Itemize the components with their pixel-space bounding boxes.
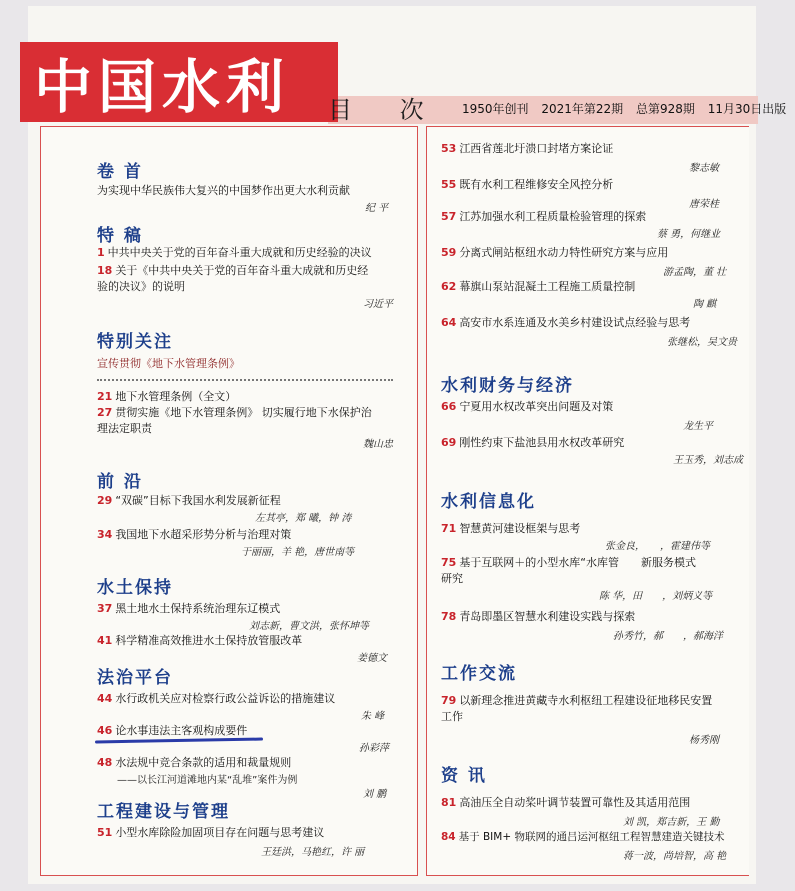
article-title: 78 青岛即墨区智慧水利建设实践与探索 [441,610,636,623]
article-authors: 杨秀刚 [689,735,719,746]
section-title: 资 讯 [441,766,487,786]
section-title: 水利财务与经济 [441,376,574,396]
article-authors: 朱 峰 [361,711,385,722]
title-box [20,42,338,122]
article-title: 48 水法规中竞合条款的适用和裁量规则 [97,756,292,769]
section-title: 特 稿 [97,226,143,246]
masthead [28,36,787,124]
article-title: 75 基于互联网＋的小型水库“水库管 新服务模式 [441,556,697,569]
article-title: 51 小型水库除险加固项目存在问题与思考建议 [97,826,325,839]
article-title: 57 江苏加强水利工程质量检验管理的探索 [441,210,647,223]
section-title: 前 沿 [97,472,143,492]
founded-year: 1950年创刊 [462,102,529,116]
article-title: 71 智慧黄河建设框架与思考 [441,522,581,535]
article-authors: 于丽丽，羊 艳，唐世南等 [241,547,355,558]
article-title: 66 宁夏用水权改革突出问题及对策 [441,400,614,413]
article-title: 41 科学精准高效推进水土保持放管服改革 [97,634,303,647]
article-title: 62 幕旗山泵站混凝土工程施工质量控制 [441,280,636,293]
article-title-cont: 理法定职责 [97,422,152,435]
section-title: 工程建设与管理 [97,802,230,822]
total-issue: 总第928期 [636,102,695,116]
article-title: 34 我国地下水超采形势分析与治理对策 [97,528,292,541]
section-title: 水利信息化 [441,492,536,512]
article-authors: 唐荣桂 [689,199,719,210]
article-authors: 魏山忠 [363,439,393,450]
article-authors: 纪 平 [365,203,389,214]
article-authors: 刘 凯，郑吉新，王 勤 [623,817,720,828]
article-authors: 蔡 勇，何继业 [657,229,721,240]
article-title: 29 “双碳”目标下我国水利发展新征程 [97,494,281,507]
article-authors: 姜德文 [357,653,387,664]
publication-info [462,100,795,117]
article-authors: 陶 麒 [693,299,717,310]
section-title: 卷 首 [97,162,143,182]
article-title: 59 分离式闸站枢纽水动力特性研究方案与应用 [441,246,669,259]
article-authors: 蒋一波，尚培智，高 艳 [623,851,727,862]
article-title: 64 高安市水系连通及水美乡村建设试点经验与思考 [441,316,691,329]
right-column [426,126,749,876]
article-authors: 张金良， ，霍建伟等 [605,541,710,552]
article-title: 84 基于 BIM+ 物联网的通吕运河枢纽工程智慧建造关键技术 [441,831,725,843]
publish-date: 11月30日出版 [707,102,787,116]
article-title: 21 地下水管理条例（全文） [97,390,237,403]
article-title: 46 论水事违法主客观构成要件 [97,724,248,737]
toc-label: 目 次 [328,96,444,124]
section-title: 工作交流 [441,664,517,684]
article-title: 69 刚性约束下盐池县用水权改革研究 [441,436,625,449]
article-subtitle: ——以长江河道滩地内某“乱堆”案件为例 [117,775,298,786]
article-title-cont: 工作 [441,710,463,723]
article-authors: 孙秀竹，郝 ，郝海洋 [613,631,723,642]
article-authors: 孙彩萍 [359,743,389,754]
article-authors: 习近平 [363,299,393,310]
article-title: 79 以新理念推进黄藏寺水利枢纽工程建设征地移民安置 [441,694,713,707]
article-title: 53 江西省莲北圩溃口封堵方案论证 [441,142,614,155]
article-title: 37 黑土地水土保持系统治理东辽模式 [97,602,281,615]
article-authors: 陈 华，田 ，刘炳义等 [599,591,713,602]
article-authors: 黎志敏 [689,163,719,174]
article-title: 为实现中华民族伟大复兴的中国梦作出更大水利贡献 [97,184,350,197]
article-authors: 张继松，吴文贵 [667,337,737,348]
article-authors: 王玉秀，刘志成 [673,455,743,466]
section-title: 特别关注 [97,332,173,352]
article-authors: 刘志新，曹文洪，张怀坤等 [249,621,369,632]
issue-number: 2021年第22期 [541,102,624,116]
section-title: 水土保持 [97,578,173,598]
article-authors: 左其亭，郑 曦，钟 涛 [255,513,352,524]
special-topic: 宣传贯彻《地下水管理条例》 [97,357,240,370]
article-authors: 龙生平 [683,421,713,432]
article-title-cont: 研究 [441,572,463,585]
article-title: 55 既有水利工程维修安全风控分析 [441,178,614,191]
article-authors: 王廷洪，马艳红，许 丽 [261,847,365,858]
article-authors: 刘 鹏 [363,789,387,800]
article-title: 18 关于《中共中央关于党的百年奋斗重大成就和历史经 [97,264,369,277]
article-title: 27 贯彻实施《地下水管理条例》 切实履行地下水保护治 [97,406,372,419]
article-title-cont: 验的决议》的说明 [97,280,185,293]
article-title: 81 高油压全自动桨叶调节装置可靠性及其适用范围 [441,796,691,809]
article-title: 1 中共中央关于党的百年奋斗重大成就和历史经验的决议 [97,246,372,259]
dotted-divider [97,379,393,381]
article-title: 44 水行政机关应对检察行政公益诉讼的措施建议 [97,692,336,705]
article-authors: 游孟陶，董 壮 [663,267,727,278]
left-column [40,126,418,876]
section-title: 法治平台 [97,668,173,688]
magazine-title: 中国水利 [34,53,291,121]
